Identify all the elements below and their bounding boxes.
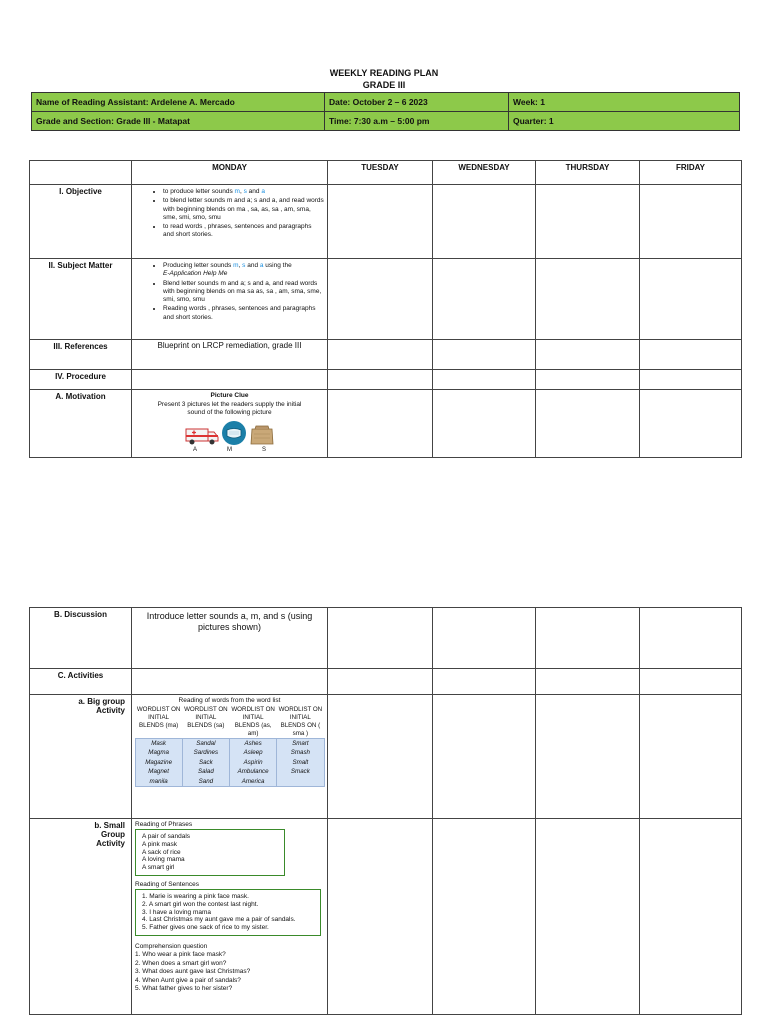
big-group-label: a. Big group Activity (30, 695, 132, 819)
picture-clue-heading: Picture Clue (210, 392, 249, 399)
sentence-item: 4. Last Christmas my aunt gave me a pair of sandals. (142, 916, 296, 924)
sentence-item: 3. I have a loving mama (142, 908, 212, 916)
motivation-content (132, 390, 328, 458)
wordlist-header-sa: WORDLIST ON INITIAL BLENDS (sa) (184, 705, 228, 729)
big-group-content (132, 695, 328, 819)
day-monday: MONDAY (132, 161, 328, 185)
question-item: 3. What does aunt gave last Christmas? (135, 968, 251, 976)
discussion-content: Introduce letter sounds a, m, and s (using pictures shown) (132, 608, 328, 669)
subject-matter-content (132, 259, 328, 340)
quarter-field: Quarter: 1 (509, 112, 740, 131)
phrase-item: A pair of sandals (142, 833, 191, 840)
subject-bullet-3: • Reading words , phrases, sentences and paragraphs and short stories. (163, 305, 324, 322)
small-group-label: b. Small Group Activity (30, 819, 132, 1015)
subject-bullet-1: • Producing letter sounds m, s and a using the E-Application Help Me (163, 262, 324, 279)
phrase-item: A sack of rice (142, 848, 181, 856)
corner-cell (30, 161, 132, 185)
picture-label-s: S (262, 446, 267, 453)
day-thursday: THURSDAY (536, 161, 640, 185)
question-item: 1. Who wear a pink face mask? (135, 950, 226, 958)
picture-clue-text: Present 3 pictures let the readers supply the initial sound of the following picture (157, 400, 302, 416)
wordlist-header-as-am: WORDLIST ON INITIAL BLENDS (as, am) (231, 705, 275, 737)
objective-bullet-1: • to produce letter sounds m, s and a (163, 188, 324, 196)
motivation-label: A. Motivation (30, 390, 132, 458)
picture-labels (135, 447, 324, 453)
plan-table-part1 (29, 160, 742, 458)
phrase-item: A smart girl (142, 864, 175, 872)
date-field: Date: October 2 – 6 2023 (325, 93, 509, 112)
sentence-item: 1. Marie is wearing a pink face mask. (142, 892, 249, 900)
sentence-item: 2. A smart girl won the contest last night. (142, 900, 259, 908)
phrases-box (135, 829, 285, 876)
day-tuesday: TUESDAY (328, 161, 433, 185)
plan-title: WEEKLY READING PLAN (329, 68, 439, 78)
questions-list (135, 951, 324, 994)
procedure-label: IV. Procedure (30, 370, 132, 390)
picture-label-a: A (192, 446, 197, 453)
objective-bullet-3: • to read words , phrases, sentences and paragraphs and short stories. (163, 223, 324, 240)
day-wednesday: WEDNESDAY (433, 161, 536, 185)
activities-label: C. Activities (30, 669, 132, 695)
references-label: III. References (30, 340, 132, 370)
wordlist-words-sa: Sandal Sardines Sack Salad Sand (182, 738, 229, 787)
sack-icon (249, 424, 275, 446)
word-list-table (135, 706, 325, 788)
wordlist-words-as-am: Ashes Asleep Aspirin Ambulance America (230, 738, 277, 787)
subject-bullet-2: • Blend letter sounds m and a; s and a, and read words with beginning blends on ma sa as, sa , am, sma, sme, smi, smo, smu (163, 280, 324, 305)
sentence-item: 5. Father gives one sack of rice to my sister. (142, 924, 269, 932)
wordlist-words-ma: Mask Magma Magazine Magnet manila (135, 738, 182, 787)
wordlist-words-sma: Smart Smash Smalt Smack (277, 738, 324, 787)
day-friday: FRIDAY (640, 161, 742, 185)
references-content: Blueprint on LRCP remediation, grade III (132, 340, 328, 370)
sentences-heading: Reading of Sentences (135, 880, 199, 888)
picture-row (135, 420, 324, 446)
week-field: Week: 1 (509, 93, 740, 112)
subject-matter-label: II. Subject Matter (30, 259, 132, 340)
picture-label-m: M (227, 446, 232, 453)
objective-content (132, 185, 328, 259)
wordlist-header-sma: WORDLIST ON INITIAL BLENDS ON ( sma ) (278, 705, 323, 737)
phrase-item: A loving mama (142, 856, 185, 864)
question-item: 4. When Aunt give a pair of sandals? (135, 976, 241, 984)
sentences-box (135, 889, 321, 936)
header-info-table (31, 92, 740, 131)
question-item: 5. What father gives to her sister? (135, 985, 233, 993)
face-mask-icon (221, 420, 247, 446)
ambulance-icon (185, 426, 219, 446)
question-item: 2. When does a smart girl won? (135, 959, 227, 967)
wordlist-header-ma: WORDLIST ON INITIAL BLENDS (ma) (136, 705, 181, 729)
objective-label: I. Objective (30, 185, 132, 259)
grade-section-field: Grade and Section: Grade III - Matapat (32, 112, 325, 131)
reading-assistant-name: Name of Reading Assistant: Ardelene A. Mercado (32, 93, 325, 112)
plan-subtitle: GRADE III (362, 80, 406, 90)
objective-bullet-2: • to blend letter sounds m and a; s and a, and read words with beginning blends on ma , sa, as, sa , am, sma, sme, smi, smo, smu (163, 197, 324, 222)
small-group-content (132, 819, 328, 1015)
discussion-label: B. Discussion (30, 608, 132, 669)
phrase-item: A pink mask (142, 840, 178, 848)
time-field: Time: 7:30 a.m – 5:00 pm (325, 112, 509, 131)
plan-table-part2 (29, 607, 742, 1015)
phrases-heading: Reading of Phrases (135, 821, 193, 828)
word-list-heading: Reading of words from the word list (178, 697, 281, 704)
questions-heading: Comprehension question (135, 942, 208, 950)
